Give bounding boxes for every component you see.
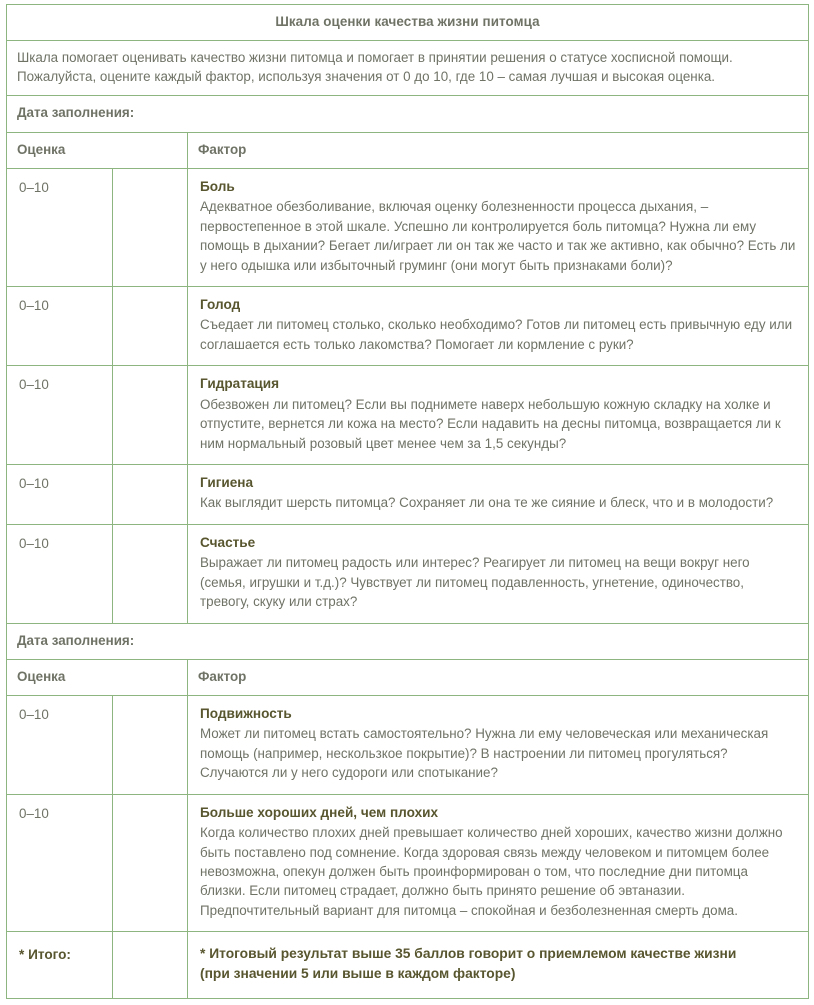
section1-score-header: Оценка	[7, 132, 188, 168]
factor-cell	[188, 794, 809, 932]
score-range-label: 0–10	[7, 695, 113, 794]
factor-description: Адекватное обезболивание, включая оценку болезненности процесса дыхания, – первостепенное в этой шкале. Успешно ли контролируется боль питомца? Нужна ли ему помощь в дыхании? Бегает ли/играет ли он так же часто и так же активно, как обычно? Есть ли у него одышка или избыточный груминг (они могут быть признаками боли)?	[200, 199, 796, 273]
title-row	[7, 5, 809, 41]
total-row	[7, 932, 809, 999]
score-range-label: 0–10	[7, 465, 113, 525]
score-range-label: 0–10	[7, 366, 113, 465]
score-entry-cell[interactable]	[113, 695, 188, 794]
section2-date-row[interactable]	[7, 623, 809, 659]
table-body	[7, 5, 809, 999]
section2-factor-header: Фактор	[188, 659, 809, 695]
score-entry-cell[interactable]	[113, 465, 188, 525]
total-note	[188, 932, 809, 999]
factor-cell	[188, 524, 809, 623]
score-entry-cell[interactable]	[113, 366, 188, 465]
factor-name: Больше хороших дней, чем плохих	[200, 804, 439, 820]
score-entry-cell[interactable]	[113, 286, 188, 365]
score-entry-cell[interactable]	[113, 524, 188, 623]
section2-score-header: Оценка	[7, 659, 188, 695]
table-row	[7, 794, 809, 932]
table-row	[7, 168, 809, 286]
table-row	[7, 524, 809, 623]
factor-cell	[188, 366, 809, 465]
factor-cell	[188, 465, 809, 525]
factor-name: Голод	[200, 296, 241, 312]
factor-cell	[188, 286, 809, 365]
factor-name: Гигиена	[200, 475, 254, 491]
intro-text	[7, 41, 809, 96]
section2-date-label: Дата заполнения:	[7, 623, 809, 659]
factor-cell	[188, 695, 809, 794]
intro-row	[7, 41, 809, 96]
total-note-line-1: * Итоговый результат выше 35 баллов говорит о приемлемом качестве жизни	[200, 946, 737, 962]
section2-column-header-row	[7, 659, 809, 695]
intro-line-2: Пожалуйста, оцените каждый фактор, используя значения от 0 до 10, где 10 – самая лучшая и высокая оценка.	[17, 69, 716, 85]
table-row	[7, 465, 809, 525]
score-entry-cell[interactable]	[113, 794, 188, 932]
score-range-label: 0–10	[7, 286, 113, 365]
factor-description: Обезвожен ли питомец? Если вы поднимете наверх небольшую кожную складку на холке и отпустите, вернется ли кожа на место? Если надавить на десны питомца, возвращается ли к ним нормальный розовый цвет менее чем за 1,5 секунды?	[200, 396, 781, 451]
total-note-line-2: (при значении 5 или выше в каждом факторе)	[200, 966, 516, 982]
factor-cell	[188, 168, 809, 286]
intro-line-1: Шкала помогает оценивать качество жизни питомца и помогает в принятии решения о статусе хосписной помощи.	[17, 50, 733, 66]
factor-description: Выражает ли питомец радость или интерес? Реагирует ли питомец на вещи вокруг него (семья, игрушки и т.д.)? Чувствует ли питомец подавленность, угнетение, одиночество, тревогу, скуку или страх?	[200, 555, 750, 610]
table-row	[7, 286, 809, 365]
section1-factor-header: Фактор	[188, 132, 809, 168]
section1-column-header-row	[7, 132, 809, 168]
score-entry-cell[interactable]	[113, 168, 188, 286]
table-row	[7, 695, 809, 794]
factor-description: Как выглядит шерсть питомца? Сохраняет ли она те же сияние и блеск, что и в молодости?	[200, 495, 774, 511]
factor-name: Боль	[200, 178, 235, 194]
score-range-label: 0–10	[7, 524, 113, 623]
factor-description: Съедает ли питомец столько, сколько необходимо? Готов ли питомец есть привычную еду или соглашается есть только лакомства? Помогает ли кормление с руки?	[200, 317, 793, 352]
factor-name: Гидратация	[200, 376, 280, 392]
factor-name: Подвижность	[200, 705, 292, 721]
quality-of-life-table	[6, 4, 809, 999]
score-range-label: 0–10	[7, 168, 113, 286]
factor-description: Когда количество плохих дней превышает количество дней хороших, качество жизни должно быть поставлено под сомнение. Когда здоровая связь между человеком и питомцем более невозможна, опекун должен быть проинформирован о том, что последние дни питомца близки. Если питомец страдает, должно быть принято решение об эвтаназии. Предпочтительный вариант для питомца – спокойная и безболезненная смерть дома.	[200, 825, 783, 918]
total-label: * Итого:	[7, 932, 113, 999]
table-row	[7, 366, 809, 465]
total-entry-cell[interactable]	[113, 932, 188, 999]
factor-name: Счастье	[200, 534, 256, 550]
section1-date-row[interactable]	[7, 96, 809, 132]
section1-date-label: Дата заполнения:	[7, 96, 809, 132]
factor-description: Может ли питомец встать самостоятельно? Нужна ли ему человеческая или механическая помощь (например, нескользкое покрытие)? В настроении ли питомец прогуляться? Случаются ли у него судороги или спотыкание?	[200, 726, 769, 781]
page-title: Шкала оценки качества жизни питомца	[7, 5, 809, 41]
score-range-label: 0–10	[7, 794, 113, 932]
